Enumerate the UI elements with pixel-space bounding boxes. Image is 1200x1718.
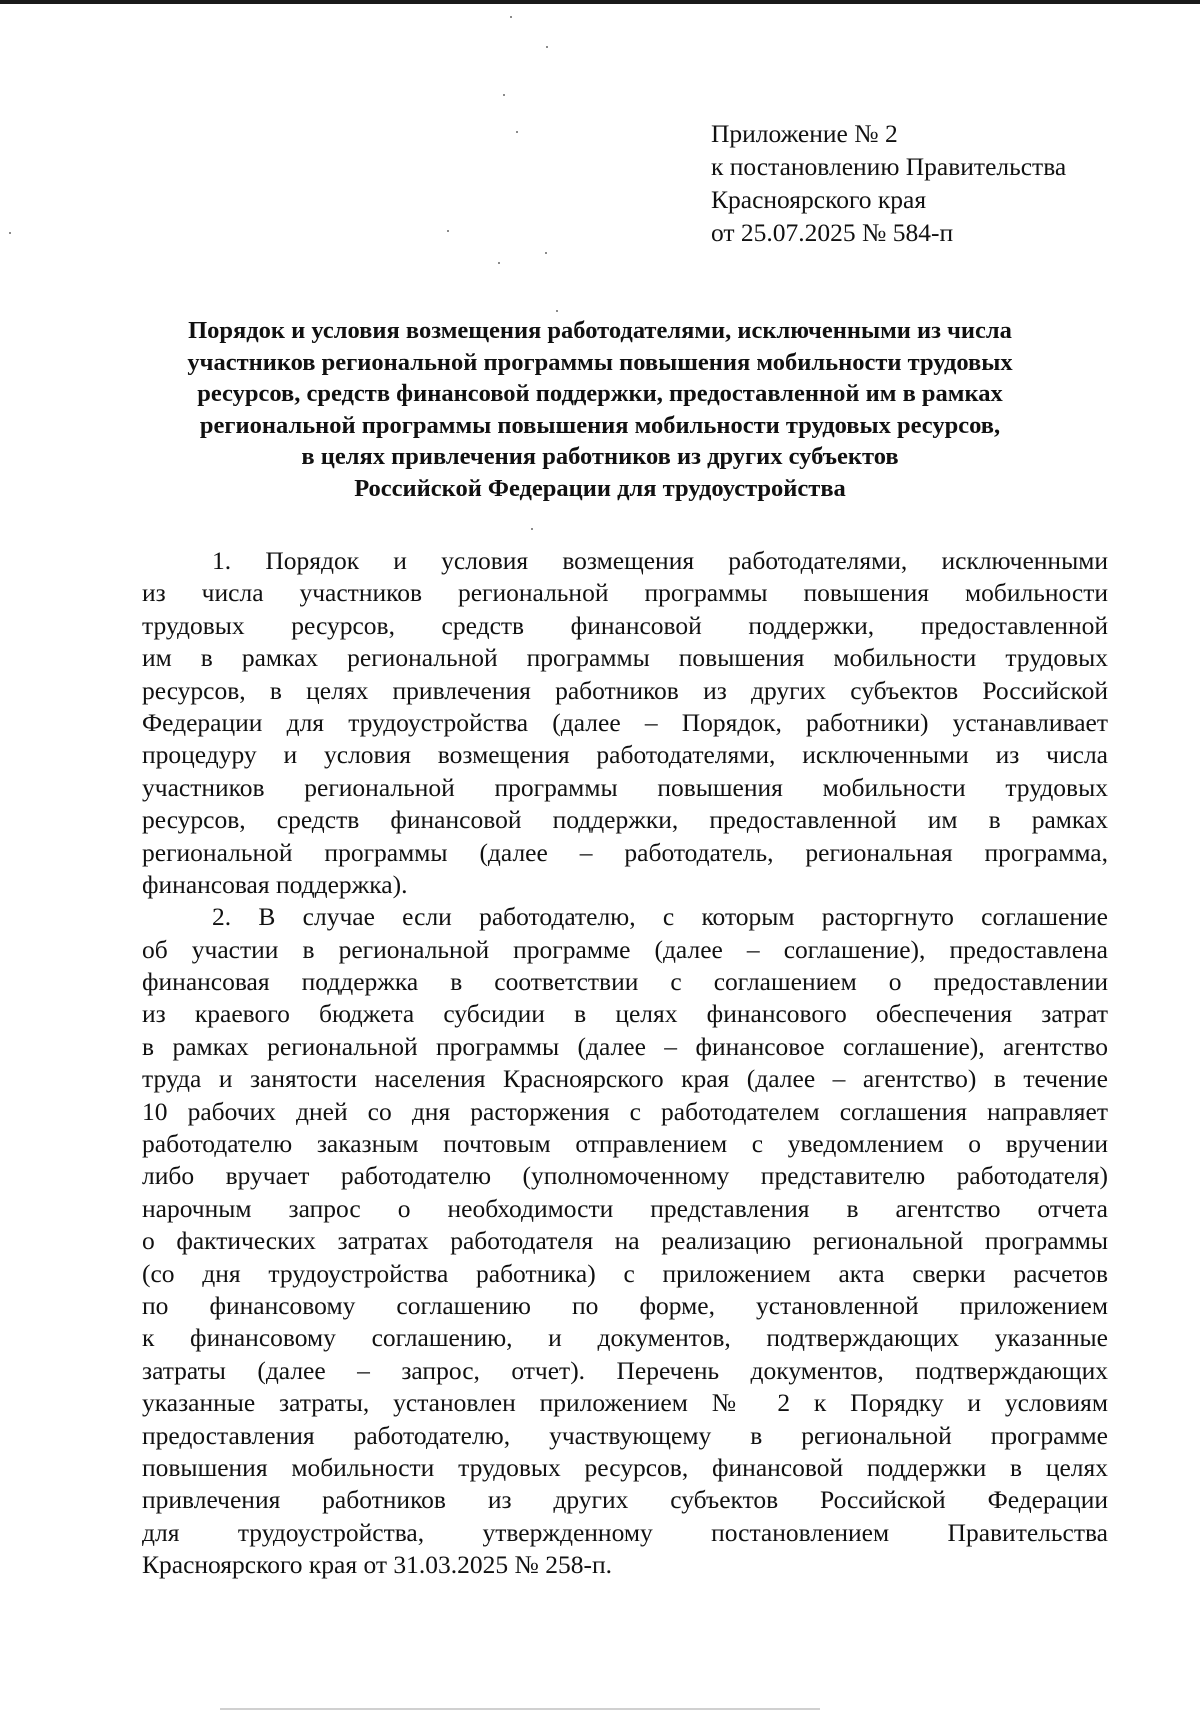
text-line: повышения мобильности трудовых ресурсов, финансовой поддержки в целях xyxy=(142,1452,1108,1482)
text-line: 1. Порядок и условия возмещения работодателями, исключенными xyxy=(212,546,1108,575)
appendix-number: Приложение № 2 xyxy=(711,119,898,148)
text-line: Красноярского края от 31.03.2025 № 258-п. xyxy=(142,1550,612,1580)
text-line: либо вручает работодателю (уполномоченному представителю работодателя) xyxy=(142,1161,1108,1191)
appendix-reference: к постановлению Правительства xyxy=(711,152,1067,181)
text-line: (со дня трудоустройства работника) с приложением акта сверки расчетов xyxy=(142,1258,1108,1288)
text-line: предоставления работодателю, участвующему в региональной программе xyxy=(142,1420,1108,1450)
text-line: трудовых ресурсов, средств финансовой поддержки, предоставленной xyxy=(142,610,1108,640)
text-line: финансовая поддержка в соответствии с соглашением о предоставлении xyxy=(142,967,1108,997)
text-line: привлечения работников из других субъектов Российской Федерации xyxy=(142,1485,1108,1515)
text-line: 2. В случае если работодателю, с которым расторгнуто соглашение xyxy=(212,902,1108,932)
title-line: ресурсов, средств финансовой поддержки, предоставленной им в рамках xyxy=(197,380,1003,407)
text-line: из краевого бюджета субсидии в целях финансового обеспечения затрат xyxy=(142,999,1108,1029)
text-line: в рамках региональной программы (далее – финансовое соглашение), агентство xyxy=(142,1031,1108,1061)
scan-speck xyxy=(447,230,449,232)
scan-speck xyxy=(516,131,518,133)
text-line: 10 рабочих дней со дня расторжения с работодателем соглашения направляет xyxy=(142,1096,1108,1126)
appendix-region: Красноярского края xyxy=(711,185,927,214)
document-title xyxy=(130,315,1070,504)
scan-speck xyxy=(510,16,512,18)
title-line: региональной программы повышения мобильности трудовых ресурсов, xyxy=(199,411,1001,439)
document-body xyxy=(142,545,1108,1582)
scan-speck xyxy=(498,262,500,264)
text-line: указанные затраты, установлен приложением № 2 к Порядку и условиям xyxy=(142,1388,1108,1418)
title-line: участников региональной программы повышения мобильности трудовых xyxy=(187,348,1013,376)
text-line: работодателю заказным почтовым отправлением с уведомлением о вручении xyxy=(142,1129,1108,1159)
text-line: участников региональной программы повышения мобильности трудовых xyxy=(142,772,1108,802)
text-line: затраты (далее – запрос, отчет). Перечень документов, подтверждающих xyxy=(142,1355,1108,1385)
text-line: им в рамках региональной программы повышения мобильности трудовых xyxy=(142,643,1108,673)
text-line: региональной программы (далее – работодатель, региональная программа, xyxy=(142,837,1108,867)
title-line: в целях привлечения работников из других субъектов xyxy=(301,443,899,470)
scan-speck xyxy=(503,94,505,96)
text-line: ресурсов, средств финансовой поддержки, предоставленной им в рамках xyxy=(142,805,1108,835)
text-line: ресурсов, в целях привлечения работников из других субъектов Российской xyxy=(142,675,1108,705)
paragraph-2 xyxy=(142,901,1108,1581)
title-line: Российской Федерации для трудоустройства xyxy=(354,474,846,502)
scan-speck xyxy=(531,528,533,530)
text-line: об участии в региональной программе (далее – соглашение), предоставлена xyxy=(142,934,1108,964)
text-line: по финансовому соглашению по форме, установленной приложением xyxy=(142,1290,1108,1320)
scan-top-border xyxy=(0,0,1200,4)
text-line: процедуру и условия возмещения работодателями, исключенными из числа xyxy=(142,740,1108,770)
scan-speck xyxy=(546,46,548,48)
scan-bottom-border xyxy=(220,1708,820,1710)
appendix-header xyxy=(711,117,1066,249)
text-line: к финансовому соглашению, и документов, подтверждающих указанные xyxy=(142,1323,1108,1353)
text-line: нарочным запрос о необходимости представления в агентство отчета xyxy=(142,1193,1108,1223)
text-line: финансовая поддержка). xyxy=(142,869,408,899)
text-line: для трудоустройства, утвержденному постановлением Правительства xyxy=(142,1517,1108,1547)
text-line: труда и занятости населения Красноярского края (далее – агентство) в течение xyxy=(142,1064,1108,1094)
title-line: Порядок и условия возмещения работодателями, исключенными из числа xyxy=(188,317,1012,344)
paragraph-1 xyxy=(142,545,1108,901)
scan-speck xyxy=(9,232,11,234)
scan-speck xyxy=(545,252,547,254)
appendix-date-number: от 25.07.2025 № 584-п xyxy=(711,218,954,247)
text-line: Федерации для трудоустройства (далее – Порядок, работники) устанавливает xyxy=(142,707,1108,737)
text-line: из числа участников региональной программы повышения мобильности xyxy=(142,578,1108,608)
text-line: о фактических затратах работодателя на реализацию региональной программы xyxy=(142,1226,1108,1256)
scan-speck xyxy=(556,310,558,312)
